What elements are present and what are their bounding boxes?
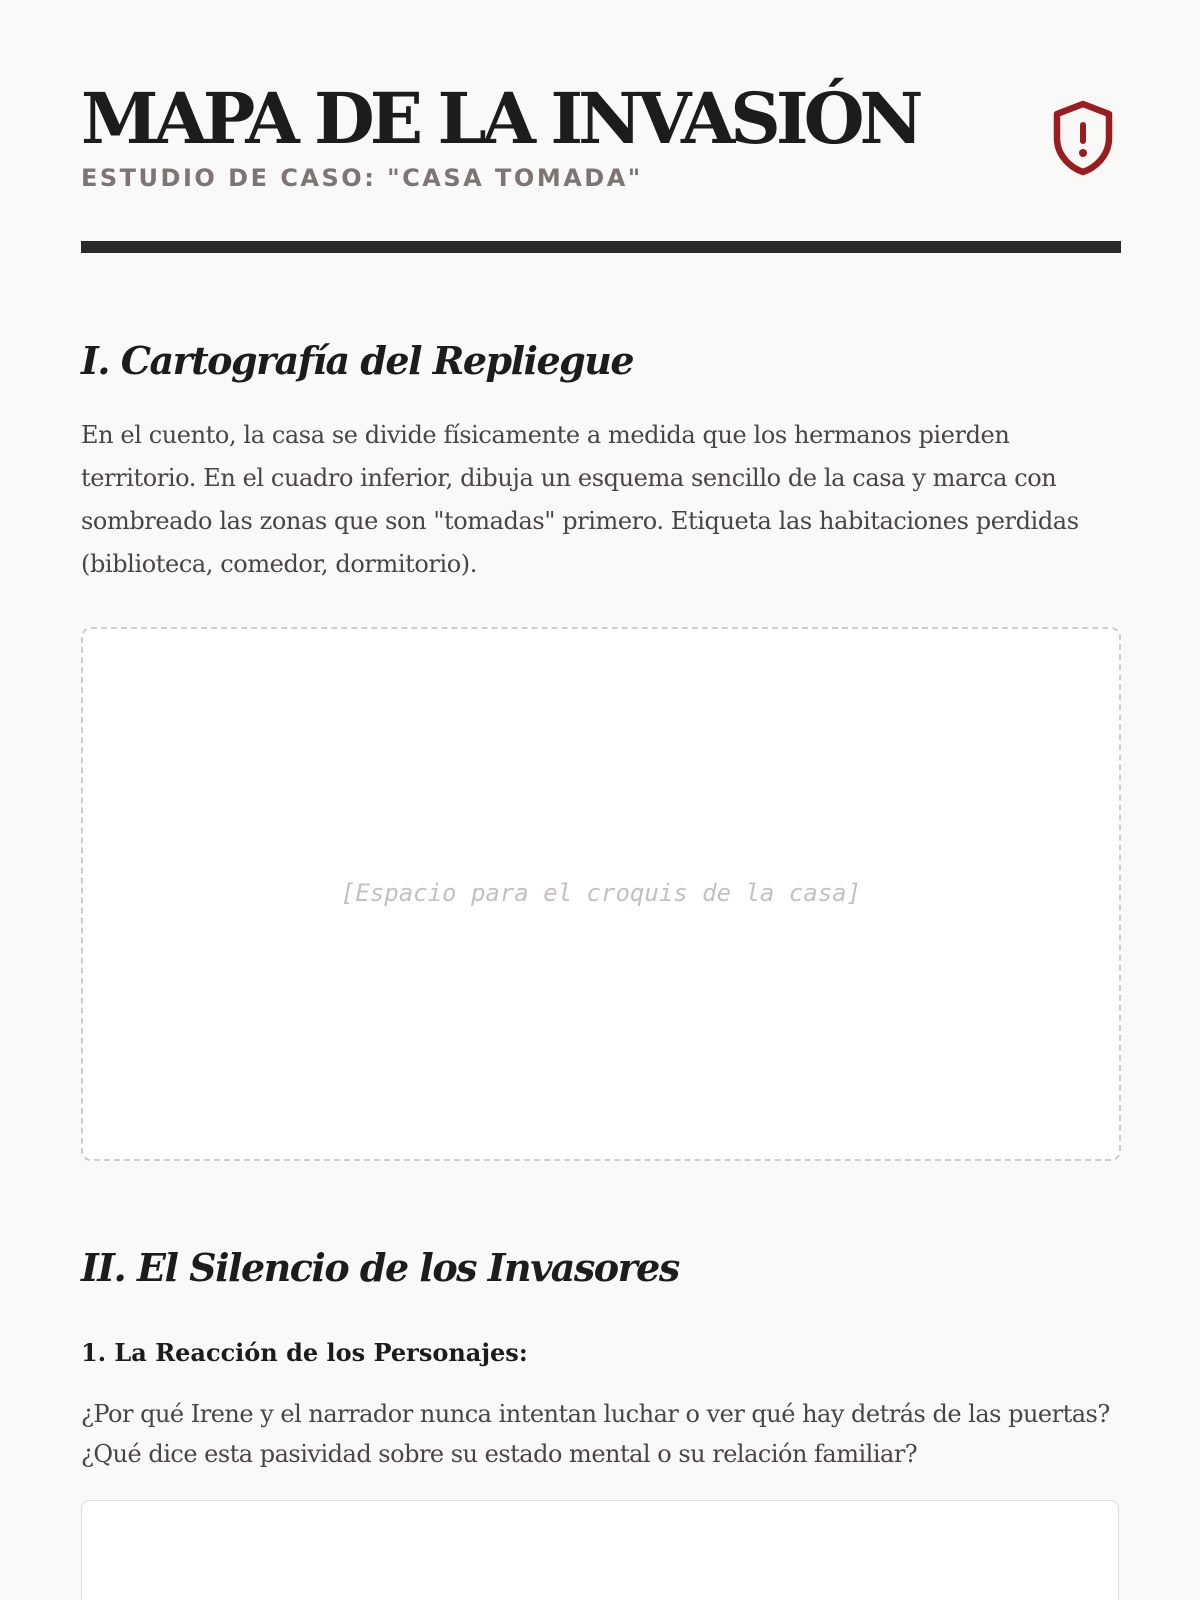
worksheet-page [81,0,1121,1600]
header-divider [81,241,1121,253]
section-title-silencio: II. El Silencio de los Invasores [81,1245,679,1290]
answer-box[interactable] [81,1500,1119,1600]
question-prompt: ¿Por qué Irene y el narrador nunca intentan luchar o ver qué hay detrás de las puertas? ¿Qué dice esta pasividad sobre su estado mental o su relación familiar? [81,1400,1110,1468]
section-title-cartografia: I. Cartografía del Repliegue [81,338,634,383]
question-label: 1. La Reacción de los Personajes: [81,1338,528,1367]
sketch-drawing-area[interactable] [81,627,1121,1161]
page-subtitle: ESTUDIO DE CASO: "CASA TOMADA" [81,164,643,192]
page-title: MAPA DE LA INVASIÓN [81,77,919,160]
shield-alert-icon [1051,100,1115,176]
sketch-placeholder: [Espacio para el croquis de la casa] [340,879,862,907]
worksheet-header [81,76,1121,256]
section-instructions: En el cuento, la casa se divide físicamente a medida que los hermanos pierden territorio. En el cuadro inferior, dibuja un esquema sencillo de la casa y marca con sombreado las zonas que son "tomadas" primero. Etiqueta las habitaciones perdidas (biblioteca, comedor, dormitorio). [81,421,1079,578]
